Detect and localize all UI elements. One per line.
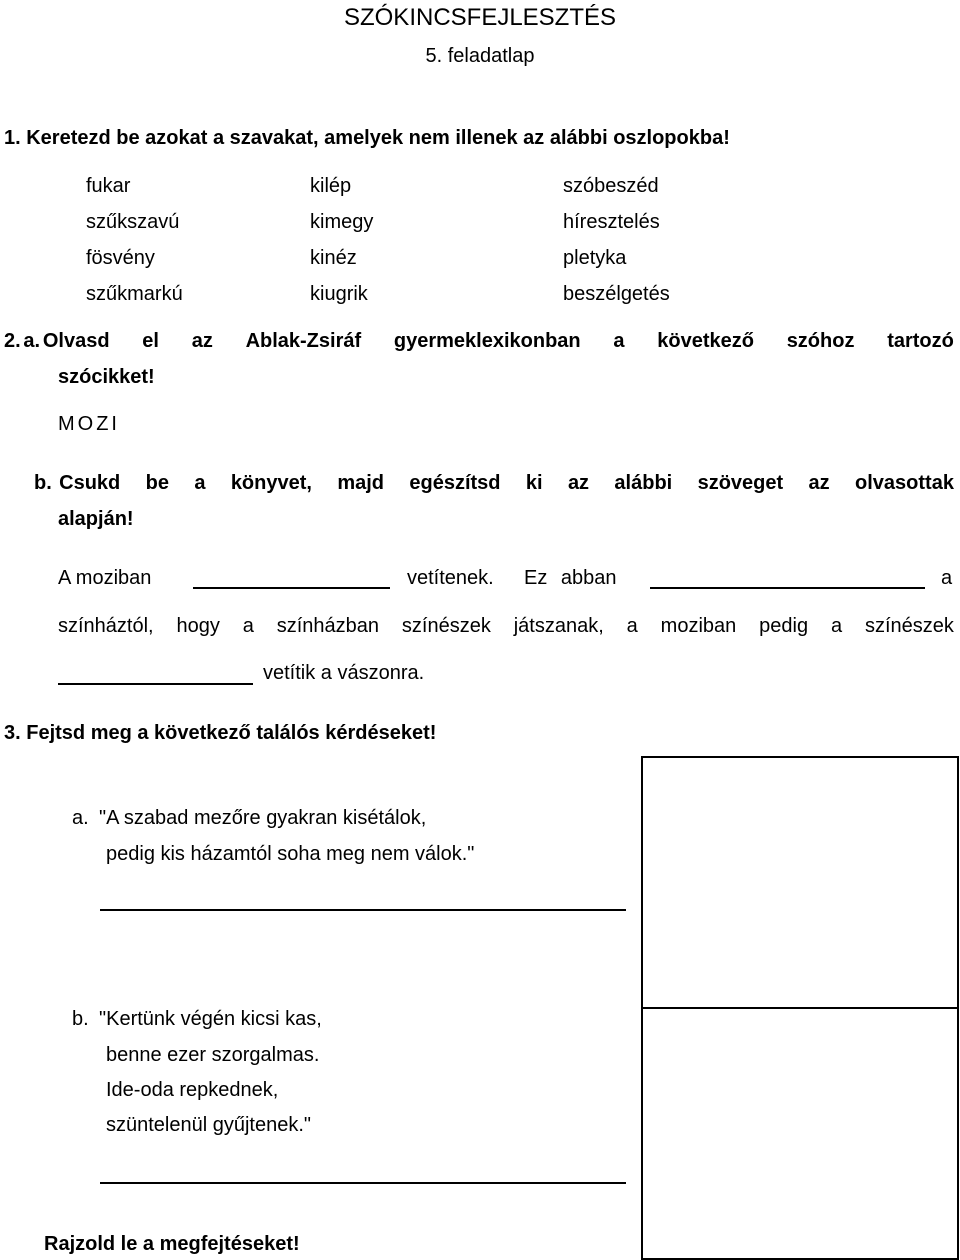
riddle-b-label: b.: [72, 1008, 89, 1030]
instruction-word: könyvet,: [230, 472, 312, 494]
fill-text: vetítik a vászonra.: [263, 662, 425, 684]
task3-instruction: 3. Fejtsd meg a következő találós kérdéseket!: [4, 722, 437, 744]
instruction-word: a: [194, 472, 206, 494]
fill-word: hogy: [176, 615, 220, 637]
fill-word: pedig: [759, 615, 809, 637]
word-item[interactable]: fukar: [86, 175, 131, 197]
instruction-word: alábbi: [614, 472, 673, 494]
fill-word: színészek: [401, 615, 491, 637]
word-item[interactable]: szűkszavú: [86, 211, 180, 233]
answer-blank[interactable]: [650, 587, 925, 589]
fill-word: színészek: [864, 615, 954, 637]
fill-text-line2: [58, 614, 954, 638]
instruction-word: szóhoz: [786, 330, 855, 352]
instruction-word: következő: [657, 330, 754, 352]
fill-word: színháztól,: [58, 615, 154, 637]
instruction-word: Csukd: [59, 472, 121, 494]
instruction-word: szöveget: [697, 472, 784, 494]
task2a-instruction: [4, 329, 954, 353]
task2a-instruction-cont: szócikket!: [58, 366, 155, 388]
drawing-instruction: Rajzold le a megfejtéseket!: [44, 1233, 300, 1255]
answer-blank[interactable]: [58, 683, 253, 685]
fill-text: Ez abban: [524, 567, 617, 589]
instruction-word: ki: [525, 472, 543, 494]
instruction-word: be: [145, 472, 169, 494]
riddle-line: "Kertünk végén kicsi kas,: [99, 1008, 322, 1030]
instruction-word: b.: [34, 472, 52, 494]
page-subtitle: 5. feladatlap: [425, 45, 535, 67]
instruction-word: gyermeklexikonban: [393, 330, 581, 352]
riddle-a-answer-line[interactable]: [100, 909, 626, 911]
riddle-line: "A szabad mezőre gyakran kisétálok,: [99, 807, 427, 829]
word-item[interactable]: szóbeszéd: [563, 175, 659, 197]
riddle-line: pedig kis házamtól soha meg nem válok.": [106, 843, 475, 865]
fill-word: a: [242, 615, 254, 637]
riddle-line: szüntelenül gyűjtenek.": [106, 1114, 312, 1136]
fill-text: vetítenek.: [407, 567, 494, 589]
instruction-word: az: [191, 330, 213, 352]
task2b-instruction: [34, 471, 954, 495]
instruction-word: Olvasd: [42, 330, 110, 352]
instruction-word: a.: [23, 330, 41, 352]
word-item[interactable]: kiugrik: [310, 283, 368, 305]
word-item[interactable]: pletyka: [563, 247, 627, 269]
fill-word: a: [626, 615, 638, 637]
fill-word: moziban: [660, 615, 737, 637]
answer-blank[interactable]: [193, 587, 390, 589]
riddle-a-label: a.: [72, 807, 89, 829]
instruction-word: tartozó: [887, 330, 954, 352]
fill-text: a: [941, 567, 953, 589]
instruction-word: el: [142, 330, 159, 352]
riddle-line: Ide-oda repkednek,: [106, 1079, 279, 1101]
fill-word: játszanak,: [513, 615, 604, 637]
riddle-b-answer-line[interactable]: [100, 1182, 626, 1184]
drawing-box-a[interactable]: [641, 756, 959, 1009]
riddle-line: benne ezer szorgalmas.: [106, 1044, 320, 1066]
task1-instruction: 1. Keretezd be azokat a szavakat, amelyek nem illenek az alábbi oszlopokba!: [4, 127, 730, 149]
fill-text: A moziban: [58, 567, 152, 589]
drawing-box-b[interactable]: [641, 1007, 959, 1260]
word-item[interactable]: híresztelés: [563, 211, 660, 233]
word-item[interactable]: szűkmarkú: [86, 283, 183, 305]
instruction-word: Ablak-Zsiráf: [245, 330, 362, 352]
instruction-word: a: [613, 330, 625, 352]
instruction-word: olvasottak: [855, 472, 954, 494]
word-item[interactable]: kimegy: [310, 211, 374, 233]
word-item[interactable]: fösvény: [86, 247, 155, 269]
instruction-word: egészítsd: [409, 472, 501, 494]
instruction-word: az: [808, 472, 830, 494]
keyword: MOZI: [58, 413, 120, 435]
word-item[interactable]: kinéz: [310, 247, 357, 269]
instruction-word: az: [567, 472, 590, 494]
page-title: SZÓKINCSFEJLESZTÉS: [343, 4, 617, 31]
task2b-instruction-cont: alapján!: [58, 508, 134, 530]
instruction-word: majd: [337, 472, 385, 494]
word-item[interactable]: beszélgetés: [563, 283, 670, 305]
word-item[interactable]: kilép: [310, 175, 352, 197]
instruction-word: 2.: [4, 330, 21, 352]
fill-word: a: [830, 615, 843, 637]
fill-word: színházban: [276, 615, 380, 637]
